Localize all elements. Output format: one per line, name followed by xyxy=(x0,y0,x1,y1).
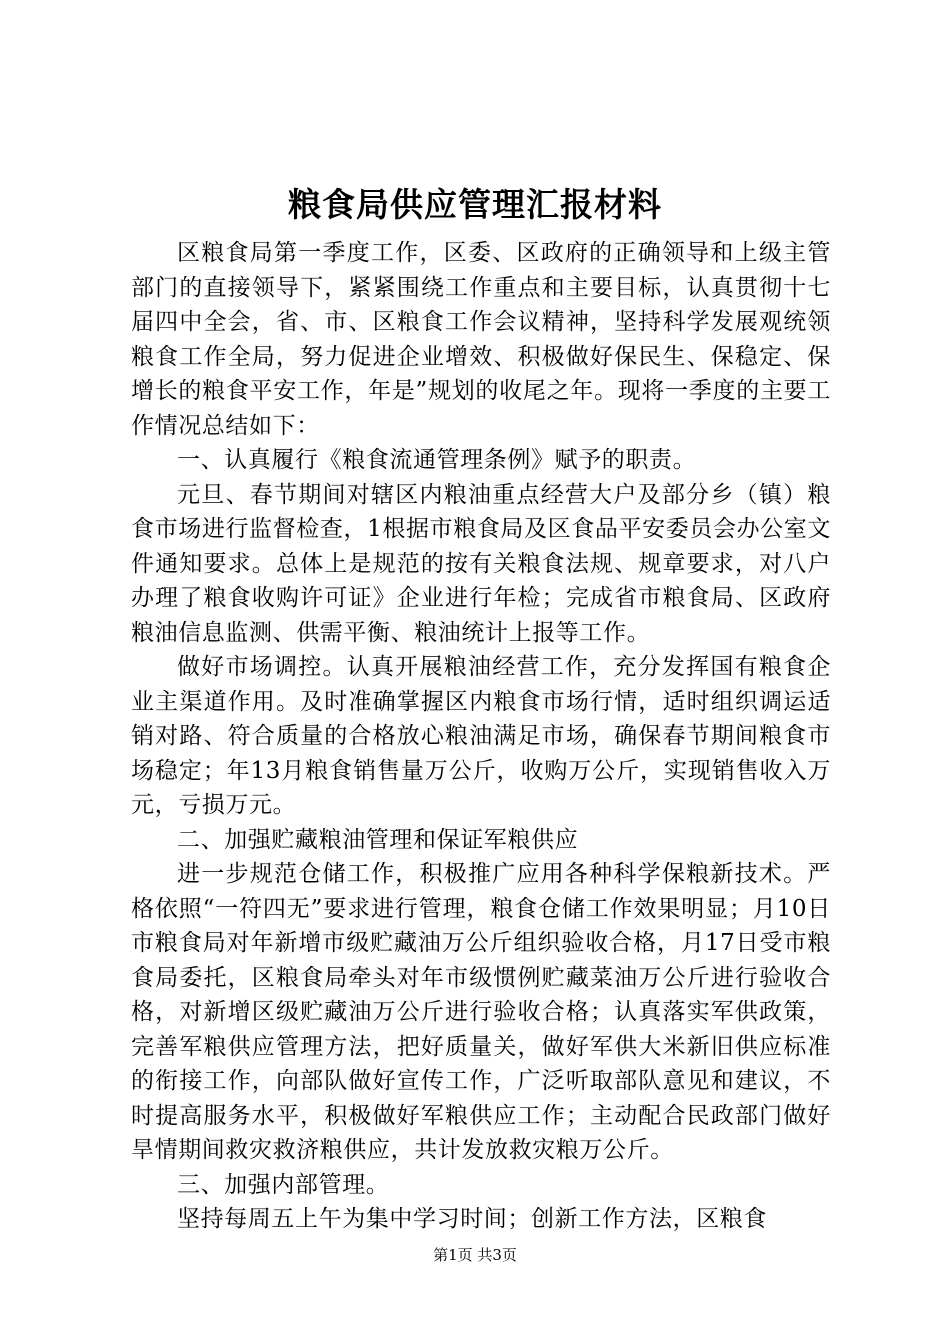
section-heading-3: 三、加强内部管理。 xyxy=(177,1171,390,1198)
section-heading-1: 一、认真履行《粮食流通管理条例》赋予的职责。 xyxy=(177,447,697,473)
section-heading-2: 二、加强贮藏粮油管理和保证军粮供应 xyxy=(177,826,579,853)
paragraph-market-control: 做好市场调控。认真开展粮油经营工作，充分发挥国有粮食企业主渠道作用。及时准确掌握区内粮食市场行情，适时组织调运适销对路、符合质量的合格放心粮油满足市场，确保春节期间粮食市场稳定；年13月粮食销售量万公斤，收购万公斤，实现销售收入万元，亏损万元。 xyxy=(131,654,831,818)
paragraph-storage: 进一步规范仓储工作，积极推广应用各种科学保粮新技术。严格依照“一符四无”要求进行管理，粮食仓储工作效果明显；月10日市粮食局对年新增市级贮藏油万公斤组织验收合格，月17日受市粮食局委托，区粮食局牵头对年市级惯例贮藏菜油万公斤进行验收合格，对新增区级贮藏油万公斤进行验收合格；认真落实军供政策，完善军粮供应管理方法，把好质量关，做好军供大米新旧供应标准的衔接工作，向部队做好宣传工作，广泛听取部队意见和建议，不时提高服务水平，积极做好军粮供应工作；主动配合民政部门做好旱情期间救灾救济粮供应，共计发放救灾粮万公斤。 xyxy=(131,861,831,1163)
paragraph-intro: 区粮食局第一季度工作，区委、区政府的正确领导和上级主管部门的直接领导下，紧紧围绕工作重点和主要目标，认真贯彻十七届四中全会，省、市、区粮食工作会议精神，坚持科学发展观统领粮食工作全局，努力促进企业增效、积极做好保民生、保稳定、保增长的粮食平安工作，年是”规划的收尾之年。现将一季度的主要工作情况总结如下： xyxy=(131,240,831,439)
paragraph-supervision: 元旦、春节期间对辖区内粮油重点经营大户及部分乡（镇）粮食市场进行监督检查，1根据市粮食局及区食品平安委员会办公室文件通知要求。总体上是规范的按有关粮食法规、规章要求，对八户办理了粮食收购许可证》企业进行年检；完成省市粮食局、区政府粮油信息监测、供需平衡、粮油统计上报等工作。 xyxy=(131,481,831,646)
page-number-footer: 第1页 共3页 xyxy=(433,1246,517,1264)
document-body xyxy=(131,236,831,1237)
paragraph-internal-management: 坚持每周五上午为集中学习时间；创新工作方法，区粮食 xyxy=(177,1206,767,1232)
document-title: 粮食局供应管理汇报材料 xyxy=(288,185,662,224)
